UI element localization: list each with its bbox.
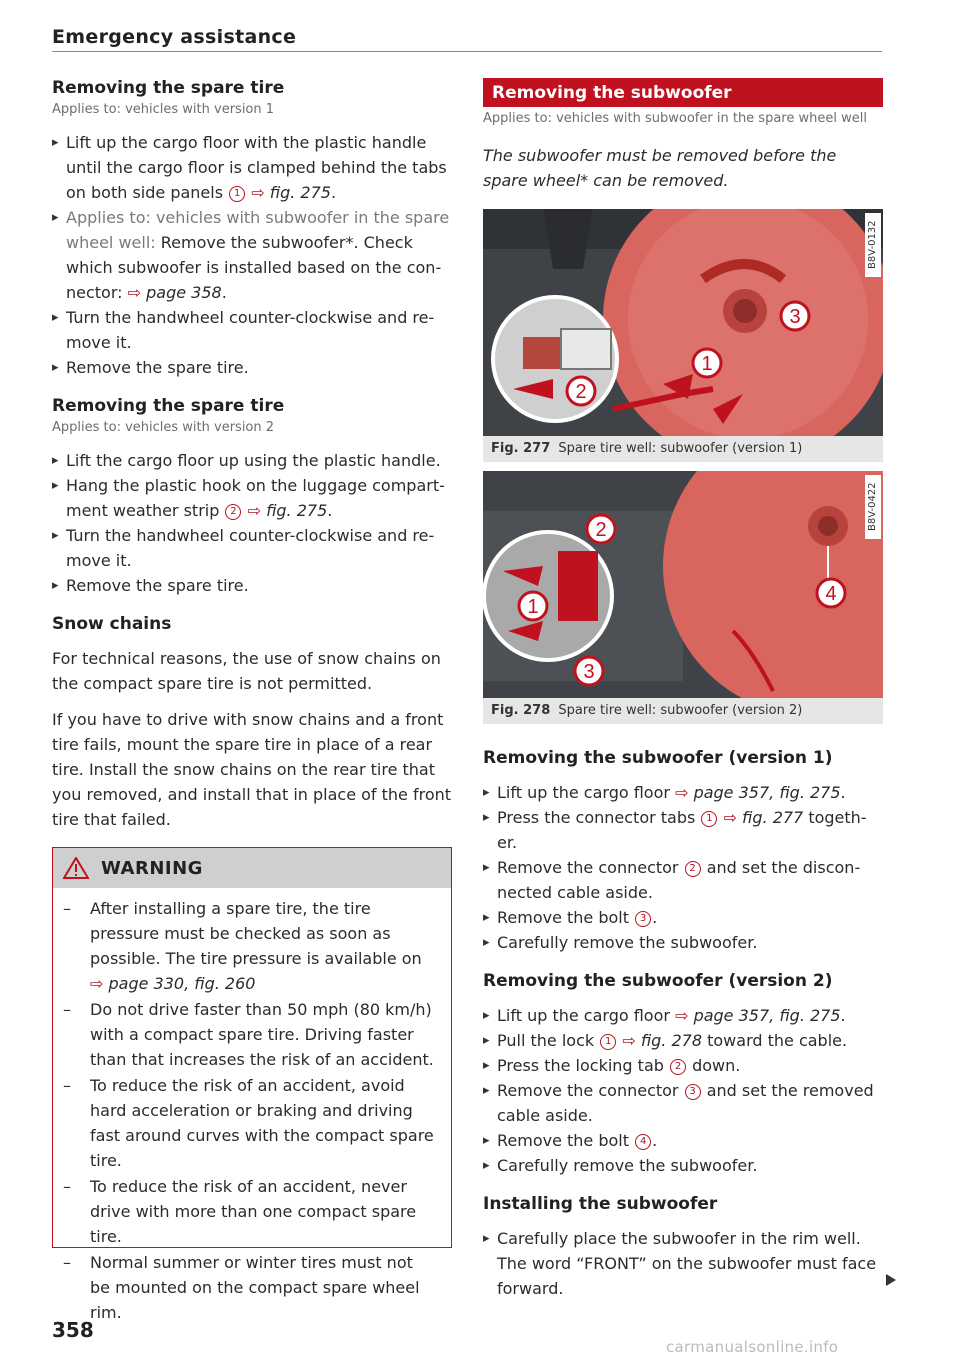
continue-arrow-icon	[886, 1274, 896, 1286]
callout-number: 1	[701, 811, 717, 827]
step-text: Remove the connector	[497, 1081, 679, 1100]
applies-note-subwoofer: Applies to: vehicles with subwoofer in the spare wheel well	[483, 111, 867, 126]
warning-header	[53, 848, 451, 888]
figure-278-caption	[483, 698, 883, 724]
warning-triangle-icon	[63, 857, 89, 879]
figure-label: Fig. 277	[491, 441, 551, 456]
warning-text: To reduce the risk of an accident, avoid hard acceleration or braking and driving fast around curves with the compact spare tire.	[90, 1076, 434, 1170]
ref-arrow-icon: ⇨	[723, 808, 737, 827]
warning-item: – After installing a spare tire, the tire pressure must be checked as soon as possible. The tire pressure is available on ⇨ page 330, fig. 260	[63, 899, 422, 993]
caption-text: Spare tire well: subwoofer (version 2)	[558, 703, 803, 718]
step-lift-cargo-floor-v2: ▸ Lift the cargo floor up using the plastic handle.	[52, 448, 452, 473]
ref-arrow-icon: ⇨	[251, 183, 265, 202]
step-turn-handwheel-v2: ▸ Turn the handwheel counter-clockwise and re-move it.	[52, 523, 452, 573]
callout-number: 4	[635, 1134, 651, 1150]
applies-inline: Applies to: vehicles with subwoofer in the spare wheel well:	[66, 208, 450, 252]
step-remove-spare-v2: ▸ Remove the spare tire.	[52, 573, 452, 598]
section-heading-spare-tire-v1: Removing the spare tire	[52, 78, 285, 98]
step-text: Press the connector tabs	[497, 808, 696, 827]
warning-body	[53, 888, 451, 1325]
step-v1-remove-bolt: ▸ Remove the bolt 3 .	[483, 905, 883, 930]
ref-arrow-icon: ⇨	[675, 1006, 689, 1025]
ref-arrow-icon: ⇨	[675, 783, 689, 802]
callout-1-label: 1	[701, 353, 713, 375]
warning-title: WARNING	[101, 857, 203, 879]
step-remove-spare-v1: ▸ Remove the spare tire.	[52, 355, 452, 380]
callout-4-label: 4	[825, 583, 837, 605]
step-text-tail: and set the removed cable aside.	[497, 1081, 874, 1125]
step-v1-lift-floor: ▸ Lift up the cargo floor ⇨ page 357, fig. 275.	[483, 780, 883, 805]
step-text: Remove the subwoofer*. Check which subwoofer is installed based on the con-nector:	[66, 233, 442, 302]
step-remove-subwoofer: ▸ Applies to: vehicles with subwoofer in the spare wheel well: Remove the subwoofer*. Check which subwoofer is installed based on the con-nector: ⇨ page 358.	[52, 205, 452, 305]
warning-item: – Normal summer or winter tires must not be mounted on the compact spare wheel rim.	[63, 1253, 420, 1322]
step-v2-remove-connector	[483, 1078, 883, 1128]
step-v1-remove-connector	[483, 855, 883, 905]
left-column	[52, 76, 452, 832]
step-turn-handwheel-v1: ▸ Turn the handwheel counter-clockwise and re-move it.	[52, 305, 452, 355]
callout-number: 3	[635, 911, 651, 927]
callout-number: 2	[685, 861, 701, 877]
figure-link[interactable]: fig. 277	[742, 808, 804, 827]
step-v1-press-tabs	[483, 805, 883, 855]
callout-number: 2	[225, 504, 241, 520]
warning-item: – To reduce the risk of an accident, avoid hard acceleration or braking and driving fast around curves with the compact spare tire.	[63, 1076, 434, 1170]
callout-3-label: 3	[583, 661, 595, 683]
callout-3-marker	[781, 302, 809, 330]
warning-box	[52, 847, 452, 1322]
callout-3-label: 3	[789, 306, 801, 328]
step-text: Lift up the cargo floor	[497, 783, 670, 802]
step-v2-remove-bolt: ▸ Remove the bolt 4 .	[483, 1128, 883, 1153]
step-v2-pull-lock	[483, 1028, 883, 1053]
callout-1-marker	[693, 349, 721, 377]
snow-chains-paragraph-1: For technical reasons, the use of snow chains on the compact spare tire is not permitted.	[52, 649, 441, 693]
figure-link[interactable]: fig. 275	[269, 183, 331, 202]
figure-277-caption	[483, 436, 883, 462]
step-text-tail: toward the cable.	[707, 1031, 848, 1050]
page-link[interactable]: page 357, fig. 275	[693, 1006, 841, 1025]
section-heading-subwoofer-v2: Removing the subwoofer (version 2)	[483, 971, 833, 991]
figure-277-image	[483, 209, 883, 436]
section-banner-remove-subwoofer: Removing the subwoofer	[483, 78, 883, 107]
figure-code: B8V-0422	[865, 475, 881, 539]
snow-chains-paragraph-2: If you have to drive with snow chains and a front tire fails, mount the spare tire in place of a rear tire. Install the snow chains on the rear tire that you removed, and install that in place of the front tire that failed.	[52, 710, 452, 829]
step-text-tail: and set the discon-nected cable aside.	[497, 858, 861, 902]
ref-arrow-icon: ⇨	[90, 974, 104, 993]
callout-number: 1	[600, 1034, 616, 1050]
watermark: carmanualsonline.info	[666, 1338, 839, 1356]
figure-277	[483, 209, 883, 462]
warning-text: Do not drive faster than 50 mph (80 km/h) with a compact spare tire. Driving faster than that increases the risk of an accident.	[90, 1000, 434, 1069]
right-column	[483, 78, 883, 1301]
step-lift-cargo-floor-v1: ▸ Lift up the cargo floor with the plastic handle until the cargo floor is clamped behind the tabs on both side panels 1 ⇨ fig. 275.	[52, 130, 452, 205]
figure-277-callouts	[483, 209, 883, 436]
step-text-tail: down.	[692, 1056, 741, 1075]
step-text: Remove the connector	[497, 858, 679, 877]
callout-4-marker	[817, 579, 845, 607]
section-heading-snow-chains: Snow chains	[52, 614, 172, 634]
section-heading-install-subwoofer: Installing the subwoofer	[483, 1194, 718, 1214]
step-text: Pull the lock	[497, 1031, 595, 1050]
step-hang-hook: ▸ Hang the plastic hook on the luggage compart-ment weather strip 2 ⇨ fig. 275.	[52, 473, 452, 523]
step-install-place: ▸ Carefully place the subwoofer in the rim well. The word “FRONT” on the subwoofer must face forward.	[483, 1226, 883, 1301]
warning-item: – To reduce the risk of an accident, never drive with more than one compact spare tire.	[63, 1177, 417, 1246]
warning-text: Normal summer or winter tires must not be mounted on the compact spare wheel rim.	[90, 1253, 420, 1322]
figure-278-callouts	[483, 471, 883, 698]
warning-text: To reduce the risk of an accident, never drive with more than one compact spare tire.	[90, 1177, 417, 1246]
step-text: Hang the plastic hook on the luggage compart-ment weather strip	[66, 476, 445, 520]
callout-1-marker	[519, 592, 547, 620]
ref-arrow-icon: ⇨	[622, 1031, 636, 1050]
figure-278	[483, 471, 883, 724]
callout-1-label: 1	[527, 596, 539, 618]
step-text: Lift up the cargo floor	[497, 1006, 670, 1025]
applies-note-v1: Applies to: vehicles with version 1	[52, 102, 275, 117]
step-v2-press-tab	[483, 1053, 883, 1078]
page-link[interactable]: page 357, fig. 275	[693, 783, 841, 802]
ref-arrow-icon: ⇨	[127, 283, 142, 302]
step-text-tail: togeth-er.	[497, 808, 867, 852]
step-v2-lift-floor: ▸ Lift up the cargo floor ⇨ page 357, fig. 275.	[483, 1003, 883, 1028]
callout-2-marker	[567, 377, 595, 405]
callout-3-marker	[575, 657, 603, 685]
figure-code: B8V-0132	[865, 213, 881, 277]
section-heading-spare-tire-v2: Removing the spare tire	[52, 396, 285, 416]
applies-note-v2: Applies to: vehicles with version 2	[52, 420, 275, 435]
page-header-title: Emergency assistance	[52, 26, 297, 48]
callout-2-marker	[587, 515, 615, 543]
warning-text: After installing a spare tire, the tire pressure must be checked as soon as possible. The tire pressure is available on	[90, 899, 422, 968]
step-text: Remove the bolt	[497, 1131, 630, 1150]
callout-number: 3	[685, 1084, 701, 1100]
ref-arrow-icon: ⇨	[247, 501, 261, 520]
callout-2-label: 2	[575, 381, 587, 403]
callout-number: 2	[670, 1059, 686, 1075]
callout-2-label: 2	[595, 519, 607, 541]
page-link[interactable]: page 358	[146, 283, 222, 302]
figure-label: Fig. 278	[491, 703, 551, 718]
intro-text: The subwoofer must be removed before the spare wheel* can be removed.	[483, 146, 837, 190]
step-v1-remove-subwoofer: ▸ Carefully remove the subwoofer.	[483, 930, 883, 955]
header-divider	[52, 51, 882, 52]
figure-link[interactable]: fig. 278	[640, 1031, 703, 1050]
step-text: Remove the bolt	[497, 908, 630, 927]
figure-278-image	[483, 471, 883, 698]
figure-link[interactable]: fig. 275	[266, 501, 328, 520]
page-number: 358	[52, 1318, 94, 1342]
callout-number: 1	[229, 186, 245, 202]
warning-item: – Do not drive faster than 50 mph (80 km/h) with a compact spare tire. Driving faster than that increases the risk of an accident.	[63, 1000, 434, 1069]
step-text: Lift up the cargo floor with the plastic handle until the cargo floor is clamped behind the tabs on both side panels	[66, 133, 447, 202]
step-v2-remove-subwoofer: ▸ Carefully remove the subwoofer.	[483, 1153, 883, 1178]
section-heading-subwoofer-v1: Removing the subwoofer (version 1)	[483, 748, 833, 768]
step-text: Press the locking tab	[497, 1056, 664, 1075]
page-link[interactable]: page 330, fig. 260	[108, 974, 256, 993]
caption-text: Spare tire well: subwoofer (version 1)	[558, 441, 803, 456]
